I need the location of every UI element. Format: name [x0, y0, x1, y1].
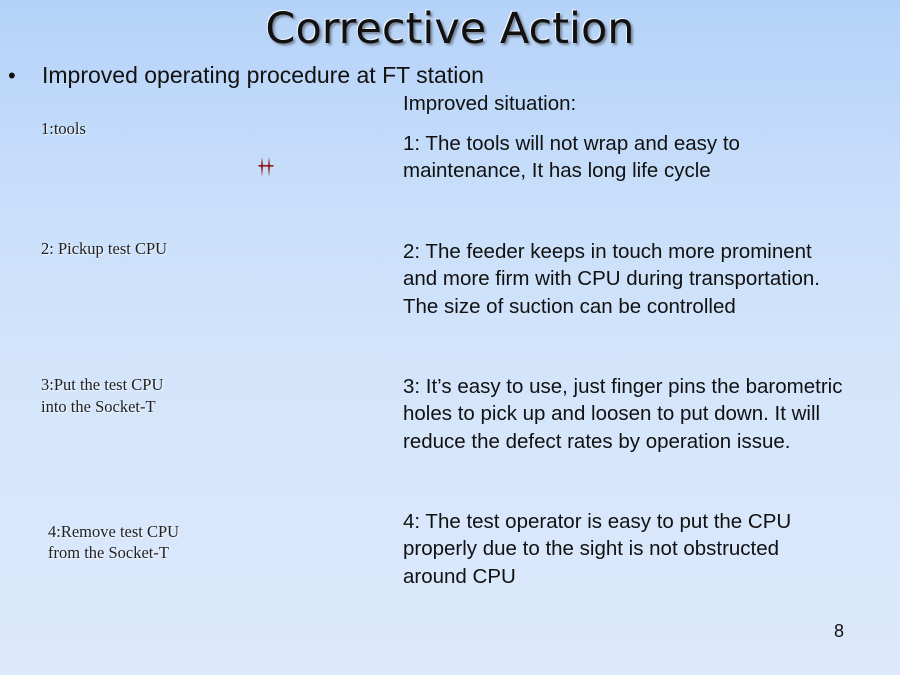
improved-item-3	[403, 373, 893, 455]
bullet-text: Improved operating procedure at FT station	[42, 62, 484, 88]
improved-item-line: holes to pick up and loosen to put down. It will	[403, 402, 821, 426]
step-label-4	[48, 521, 179, 564]
improved-item-1	[403, 130, 893, 185]
improved-item-line: 3: It’s easy to use, just finger pins the barometric	[403, 375, 843, 398]
bullet-symbol: •	[8, 62, 16, 88]
improved-item-line: 4: The test operator is easy to put the CPU	[403, 510, 792, 533]
improved-item-line: around CPU	[403, 564, 516, 588]
step-label-2	[41, 238, 167, 260]
improved-item-line: The size of suction can be controlled	[403, 294, 736, 318]
step-label-line: 3:Put the test CPU	[41, 375, 164, 394]
improved-heading-text: Improved situation:	[403, 92, 577, 115]
page-number: 8	[834, 621, 845, 641]
improved-item-2	[403, 238, 893, 320]
improved-item-line: maintenance, It has long life cycle	[403, 159, 711, 183]
step-label-line: 4:Remove test CPU	[48, 522, 180, 541]
bullet-point	[8, 62, 484, 89]
improved-item-line: properly due to the sight is not obstructed	[403, 537, 780, 561]
improved-item-line: 2: The feeder keeps in touch more prominent	[403, 240, 812, 263]
step-label-line: 1:tools	[41, 119, 86, 138]
improved-item-line: and more firm with CPU during transportation.	[403, 267, 821, 291]
step-label-1	[41, 118, 86, 140]
improved-item-line: reduce the defect rates by operation issue.	[403, 429, 791, 453]
improved-heading	[403, 90, 893, 117]
step-label-line: into the Socket-T	[41, 397, 156, 417]
improved-item-line: 1: The tools will not wrap and easy to	[403, 132, 740, 155]
step-label-3	[41, 374, 163, 419]
improved-item-4	[403, 508, 893, 590]
step-label-line: 2: Pickup test CPU	[41, 239, 168, 258]
slide-title: Corrective Action	[265, 4, 635, 54]
step-label-line: from the Socket-T	[48, 543, 169, 563]
tool-pins-icon	[258, 156, 274, 178]
